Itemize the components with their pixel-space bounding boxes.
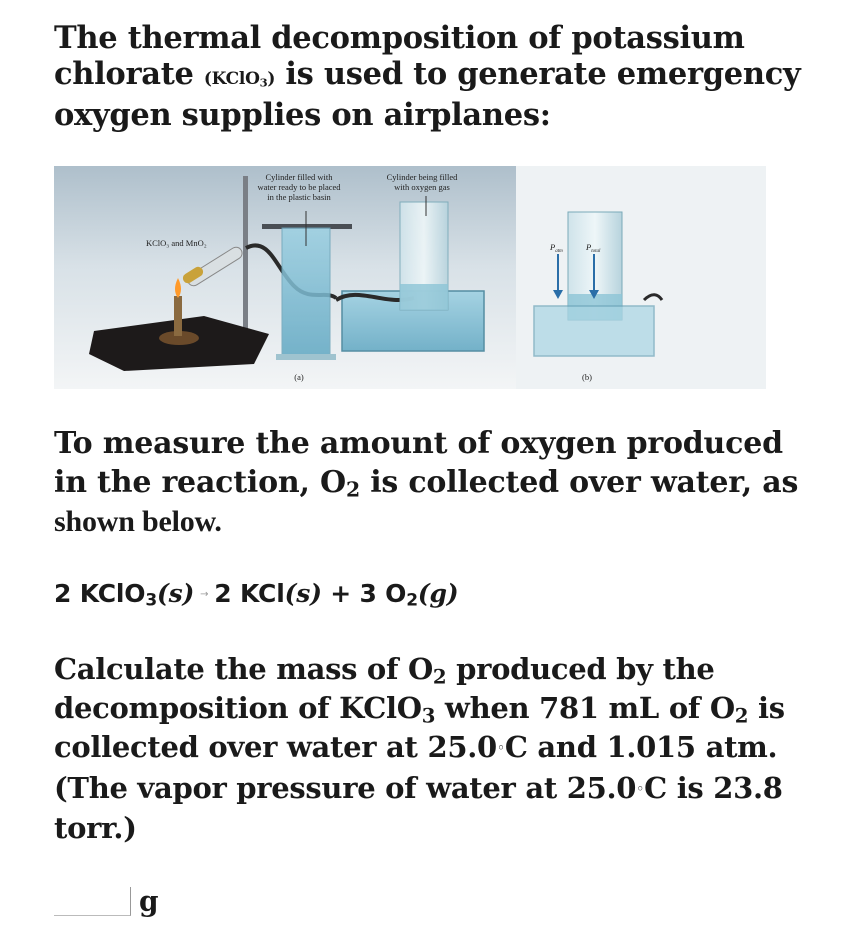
reaction-equation: 2 KClO$_3$(s) → 2 KCl(s) + 3 $O_2(g)$ [54, 579, 459, 611]
kclo3-formula: (KClO$_3$) [203, 69, 276, 90]
label-patm: $P_{atm}$ [550, 242, 563, 254]
stand-rod [243, 176, 248, 346]
answer-unit: g [139, 884, 159, 918]
label-cylinder-being-1: Cylinder being filled [386, 172, 458, 182]
cylinder-a-base [276, 354, 336, 360]
measure-paragraph: To measure the amount of oxygen produced in the reaction, $O_2$ is collected over water, as shown below. [54, 426, 799, 538]
label-cylinder-filled-3: in the plastic basin [267, 192, 331, 202]
reaction-arrow-icon: → [200, 589, 209, 600]
question-paragraph: Calculate the mass of $O_2$ produced by the decomposition of KClO$_3$ when 781 mL of $O_2$ is collected over water at 25.0◦C and 1.015 atm. (The vapor pressure of water at 25.0◦C is 23.8 torr.) [54, 652, 785, 845]
label-reactants: KClO₃ and MnO₂ [146, 238, 207, 248]
label-cylinder-filled-2: water ready to be placed [257, 182, 341, 192]
intro-paragraph: The thermal decomposition of potassium chlorate (KClO$_3$) is used to generate emergency oxygen supplies on airplanes: [54, 20, 801, 133]
cylinder-a [282, 228, 330, 358]
label-cylinder-being-2: with oxygen gas [394, 182, 450, 192]
cylinder-water-level [400, 284, 448, 310]
water-basin-b [534, 306, 654, 356]
answer-row [54, 883, 159, 919]
answer-input[interactable] [54, 887, 131, 916]
caption-a: (a) [294, 372, 304, 382]
label-cylinder-filled-1: Cylinder filled with [265, 172, 333, 182]
label-ptotal: $P_{total}$ [586, 242, 601, 254]
apparatus-figure [54, 166, 766, 389]
caption-b: (b) [582, 372, 592, 382]
bunsen-burner [174, 296, 182, 336]
